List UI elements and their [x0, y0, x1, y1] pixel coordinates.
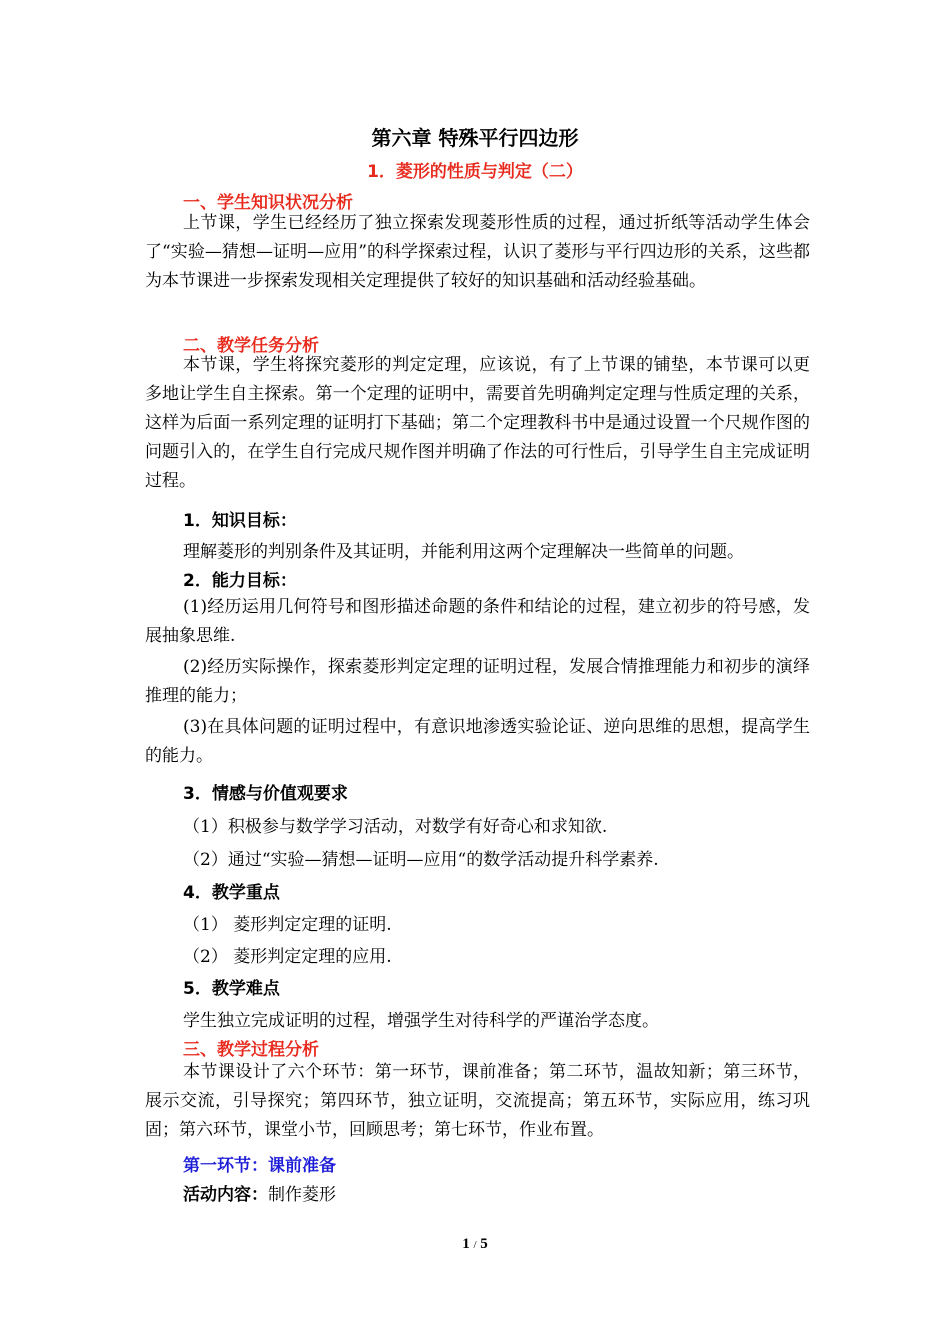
page-number	[0, 1236, 950, 1253]
chapter-title: 第六章 特殊平行四边形	[371, 126, 579, 150]
step1-activity	[183, 1180, 336, 1205]
paragraph-task-analysis: 本节课，学生将探究菱形的判定定理，应该说，有了上节课的铺垫，本节课可以更多地让学生自主探索。第一个定理的证明中，需要首先明确判定定理与性质定理的关系，这样为后面一系列定理的证明打下基础；第二个定理教科书中是通过设置一个尺规作图的问题引入的，在学生自行完成尺规作图并明确了作法的可行性后，引导学生自主完成证明过程。	[145, 355, 810, 491]
emotion-goal-1: （1）积极参与数学学习活动，对数学有好奇心和求知欲.	[183, 817, 608, 837]
heading-knowledge-goal: 1．知识目标：	[183, 511, 297, 531]
section-heading-student-analysis: 一、学生知识状况分析	[183, 193, 353, 213]
activity-label: 活动内容：	[183, 1185, 268, 1205]
heading-teaching-focus: 4．教学重点	[183, 883, 280, 903]
paragraph-student-analysis: 上节课，学生已经经历了独立探索发现菱形性质的过程，通过折纸等活动学生体会了“实验—猜想—证明—应用”的科学探索过程，认识了菱形与平行四边形的关系，这些都为本节课进一步探索发现相关定理提供了较好的知识基础和活动经验基础。	[145, 213, 810, 291]
section-heading-process-analysis: 三、教学过程分析	[183, 1040, 319, 1060]
lesson-subtitle: 1．菱形的性质与判定（二）	[367, 162, 583, 182]
step1-heading: 第一环节：课前准备	[183, 1156, 336, 1176]
teaching-focus-2: （2） 菱形判定定理的应用.	[183, 947, 392, 967]
ability-goal-1: (1)经历运用几何符号和图形描述命题的条件和结论的过程，建立初步的符号感，发展抽象思维.	[145, 597, 810, 646]
paragraph-process-analysis: 本节课设计了六个环节：第一环节，课前准备；第二环节，温故知新；第三环节，展示交流，引导探究；第四环节，独立证明，交流提高；第五环节，实际应用，练习巩固；第六环节，课堂小节，回顾思考；第七环节，作业布置。	[145, 1062, 810, 1140]
heading-emotion-values: 3．情感与价值观要求	[183, 784, 348, 804]
page-current: 1	[462, 1236, 470, 1252]
section-heading-task-analysis: 二、教学任务分析	[183, 336, 319, 356]
activity-text: 制作菱形	[268, 1185, 336, 1205]
heading-teaching-difficulty: 5．教学难点	[183, 979, 280, 999]
page-total: 5	[480, 1236, 488, 1252]
teaching-difficulty-text: 学生独立完成证明的过程，增强学生对待科学的严谨治学态度。	[183, 1011, 659, 1031]
teaching-focus-1: （1） 菱形判定定理的证明.	[183, 915, 392, 935]
page-separator: /	[473, 1239, 477, 1251]
heading-ability-goal: 2．能力目标：	[183, 571, 297, 591]
ability-goal-2: (2)经历实际操作，探索菱形判定定理的证明过程，发展合情推理能力和初步的演绎推理的能力；	[145, 657, 810, 706]
ability-goal-3: (3)在具体问题的证明过程中，有意识地渗透实验论证、逆向思维的思想，提高学生的能力。	[145, 717, 810, 766]
knowledge-goal-text: 理解菱形的判别条件及其证明，并能利用这两个定理解决一些简单的问题。	[183, 542, 744, 562]
emotion-goal-2: （2）通过“实验—猜想—证明—应用“的数学活动提升科学素养.	[183, 850, 659, 870]
